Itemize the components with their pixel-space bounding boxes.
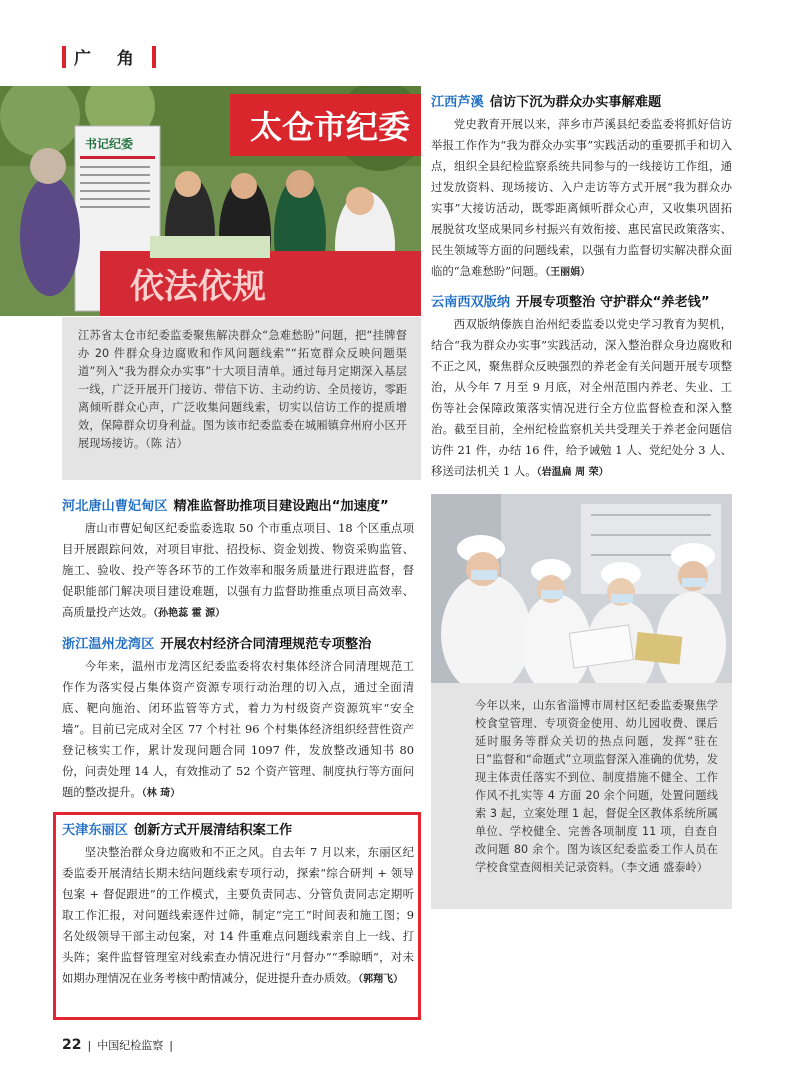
table-banner-text: 依法依规 (130, 267, 266, 307)
photo-jiangsu-reception (0, 86, 421, 316)
footer-divider: | (87, 1038, 92, 1052)
section-tag-bar-right (152, 46, 156, 68)
place-zhejiang: 浙江温州龙湾区 (62, 637, 155, 652)
caption-jiangsu-text: 江苏省太仓市纪委监委聚焦解决群众“急难愁盼”问题，把“挂牌督办 20 件群众身边腐败和作风问题线索”“拓宽群众反映问题渠道”列入“我为群众办实事”十大项目清单。通过每月定期深入基层一线，广泛开展开门接访、带信下访、主动约访、全员接访，零距离倾听群众心声，广泛收集问题线索，切实以信访工作的提质增效，保障群众切身利益。图为该市纪委监委在城厢镇弇州府小区开展现场接访。（陈 洁） (78, 329, 407, 450)
place-hebei: 河北唐山曹妃甸区 (62, 499, 168, 514)
body-jiangxi-text: 党史教育开展以来，萍乡市芦溪县纪委监委将抓好信访举报工作作为“我为群众办实事”实践活动的重要抓手和切入点，组织全县纪检监察系统共同参与的一线接访工作组，通过发放资料、现场接访、入户走访等方式开展“我为群众办实事”大接访活动，既零距离倾听群众心声，又收集巩固拓展脱贫攻坚成果同乡村振兴有效衔接、惠民富民政策落实、民生领域等方面的问题线索，以强有力监督切实解决群众面临的“急难愁盼”问题。 (431, 117, 732, 278)
footer-divider-right: | (169, 1038, 173, 1052)
banner-text: 太仓市纪委 (250, 108, 411, 146)
section-title: 广 角 (74, 49, 144, 69)
author-jiangxi: （王丽娟） (545, 267, 591, 278)
author-yunnan: （岩温扁 周 荣） (536, 467, 609, 478)
page-number: 22 (62, 1037, 82, 1053)
headline-hebei (62, 496, 414, 518)
place-yunnan: 云南西双版纳 (431, 295, 511, 310)
body-tianjin (62, 842, 414, 990)
body-hebei (62, 518, 414, 624)
article-jiangxi (431, 92, 732, 283)
body-yunnan (431, 314, 732, 483)
title-zhejiang: 开展农村经济合同清理规范专项整治 (160, 637, 372, 652)
section-tag (62, 44, 156, 69)
title-jiangxi: 信访下沉为群众办实事解难题 (489, 95, 662, 110)
author-tianjin: （郭翔飞） (358, 974, 404, 985)
article-zhejiang (62, 634, 414, 804)
headline-yunnan (431, 292, 732, 314)
page-footer (62, 1037, 173, 1053)
caption-shandong (431, 683, 732, 909)
headline-zhejiang (62, 634, 414, 656)
body-zhejiang (62, 656, 414, 804)
place-tianjin: 天津东丽区 (62, 823, 128, 838)
author-hebei: （孙艳蕊 霍 源） (153, 608, 226, 619)
body-jiangxi (431, 114, 732, 283)
headline-jiangxi (431, 92, 732, 114)
author-zhejiang: （林 琦） (141, 788, 181, 799)
board-title: 书记纪委 (85, 137, 134, 151)
body-tianjin-text: 坚决整治群众身边腐败和不正之风。自去年 7 月以来，东丽区纪委监委开展清结长期未结问题线索专项行动，探索“综合研判 + 领导包案 + 督促跟进”的工作模式，主要负责同志、分管负责同志定期听取工作汇报，对问题线索逐件过筛，制定“完工”时间表和施工图；9 名处级领导干部主动包案，对 14 件重难点问题线索亲自上一线、打头阵；案件监督管理室对线索查办情况进行“月督办”“季晾晒”，对未如期办理情况在业务考核中酌情减分，促进提升查办质效。 (62, 845, 414, 985)
title-yunnan: 开展专项整治 守护群众“养老钱” (516, 295, 710, 310)
title-tianjin: 创新方式开展清结积案工作 (133, 823, 293, 838)
body-hebei-text: 唐山市曹妃甸区纪委监委选取 50 个市重点项目、18 个区重点项目开展跟踪问效，对项目审批、招投标、资金划拨、物资采购监管、施工、验收、投产等各环节的工作效率和服务质量进行跟进监督，督促职能部门解决项目建设难题，以强有力监督助推重点项目高效率、高质量投产达效。 (62, 521, 414, 619)
article-yunnan (431, 292, 732, 483)
photo-shandong-canteen (431, 494, 732, 683)
caption-jiangsu (62, 317, 421, 480)
headline-tianjin (62, 820, 414, 842)
magazine-name: 中国纪检监察 (97, 1039, 164, 1052)
caption-shandong-text: 今年以来，山东省淄博市周村区纪委监委聚焦学校食堂管理、专项资金使用、幼儿园收费、课后延时服务等群众关切的热点问题，发挥“驻在日”监督和“命题式”立项监督深入准确的优势，发现主体责任落实不到位、制度措施不健全、工作作风不扎实等 4 方面 20 余个问题，处置问题线索 3 起，立案处理 1 起，督促全区教体系统所属单位、学校健全、完善各项制度 11 项，自查自改问题 80 余个。图为该区纪委监委工作人员在学校食堂查阅相关记录资料。（李文通 盛泰岭） (475, 699, 718, 874)
article-hebei (62, 496, 414, 624)
body-zhejiang-text: 今年来，温州市龙湾区纪委监委将农村集体经济合同清理规范工作作为落实侵占集体资产资源专项行动治理的切入点，通过全面清底、靶向施治、闭环监管等方式，着力为村级资产资源筑牢“安全墙”。目前已完成对全区 77 个村社 96 个村集体经济组织经营性资产登记核实工作，累计发现问题合同 1097 件，发放整改通知书 80 份，问责处理 14 人，有效推动了 52 个资产管理、制度执行等方面问题的整改提升。 (62, 659, 414, 799)
section-tag-bar (62, 46, 66, 68)
article-tianjin (62, 820, 414, 990)
body-yunnan-text: 西双版纳傣族自治州纪委监委以党史学习教育为契机，结合“我为群众办实事”实践活动，深入整治群众身边腐败和不正之风，聚焦群众反映强烈的养老金有关问题开展专项整治，从今年 7 月至 9 月底，对全州范围内养老、失业、工伤等社会保障政策落实情况进行全方位监督检查和深入整治。截至目前，全州纪检监察机关共受理关于养老金问题信访件 21 件，办结 16 件，给予诫勉 1 人、党纪处分 3 人、移送司法机关 1 人。 (431, 317, 732, 478)
place-jiangxi: 江西芦溪 (431, 95, 484, 110)
title-hebei: 精准监督助推项目建设跑出“加速度” (173, 499, 389, 514)
